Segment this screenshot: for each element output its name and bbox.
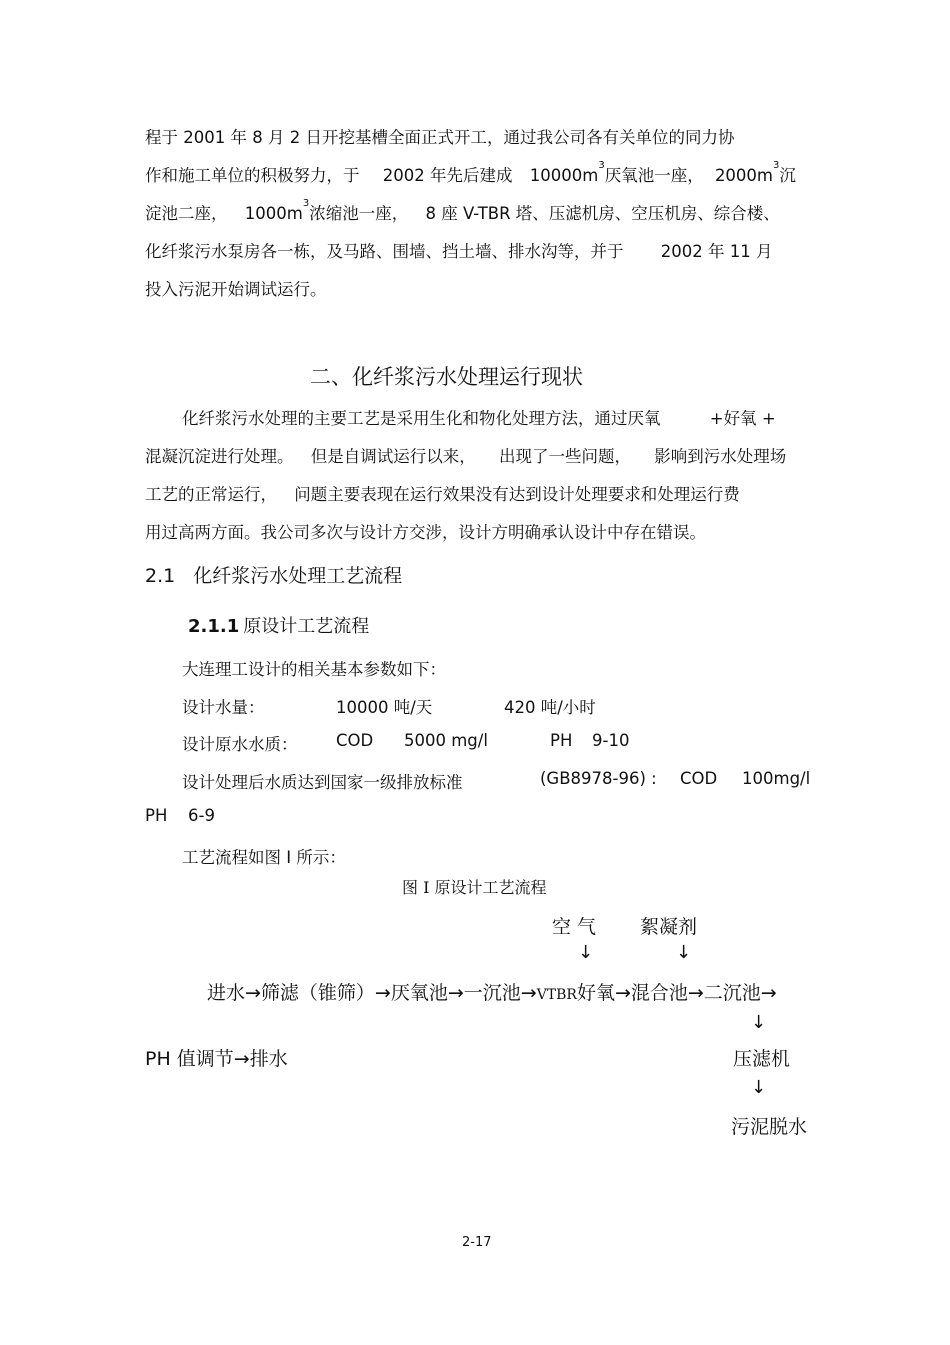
- heading-2-1-1-num: 2.1.1: [188, 616, 240, 637]
- para2-line1: [182, 405, 776, 429]
- para1-line1: 程于 2001 年 8 月 2 日开挖基槽全面正式开工，通过我公司各有关单位的同力协: [145, 128, 735, 147]
- air-label: 空 气: [552, 916, 597, 938]
- main-process-line-b: 好氧→混合池→二沉池→: [576, 982, 777, 1004]
- section2-title: 二、化纤浆污水处理运行现状: [310, 365, 583, 389]
- para2-line3: [145, 481, 740, 505]
- para1-line2-c: $10000m^3$: [529, 160, 605, 185]
- main-process-line: [207, 978, 777, 1005]
- standard-ph-label: PH: [145, 806, 168, 825]
- raw-ph-value: 9-10: [592, 731, 630, 750]
- para1-line3: [145, 200, 780, 224]
- para2-line2: [145, 443, 786, 467]
- heading-2-1-num: 2.1: [145, 565, 176, 587]
- filter-press-label: 压滤机: [733, 1048, 791, 1070]
- para1-line2-f: 沉: [779, 166, 796, 185]
- heading-2-1: [145, 561, 402, 588]
- para2-line2-b: 但是自调试运行以来，: [310, 447, 476, 466]
- para1-line3-a: 淀池二座，: [145, 204, 228, 223]
- design-water-hour: 420 吨/小时: [504, 698, 596, 717]
- page-number: 2-17: [462, 1235, 492, 1250]
- design-water-day: 10000 吨/天: [336, 698, 433, 717]
- para2-line2-a: 混凝沉淀进行处理。: [145, 447, 294, 466]
- flocculant-label: 絮凝剂: [640, 916, 698, 938]
- para1-line2: [145, 162, 796, 186]
- raw-ph-label: PH: [550, 731, 573, 750]
- standard-code: (GB8978-96) :: [540, 769, 657, 788]
- heading-2-1-text: 化纤浆污水处理工艺流程: [193, 565, 403, 587]
- flow-intro: 工艺流程如图 I 所示：: [182, 848, 346, 867]
- para2-line1-a: 化纤浆污水处理的主要工艺是采用生化和物化处理方法，通过厌氧: [182, 409, 661, 428]
- air-down-arrow-icon: ↓: [578, 942, 594, 963]
- para1-line3-c: 浓缩池一座，: [309, 204, 409, 223]
- standard-cod-label: COD: [680, 769, 718, 788]
- para1-line2-a: 作和施工单位的积极努力，于: [145, 166, 360, 185]
- para1-line2-d: 厌氧池一座，: [604, 166, 704, 185]
- para1-line5: 投入污泥开始调试运行。: [145, 280, 327, 299]
- ph-adjust-line: PH 值调节→排水: [145, 1048, 288, 1070]
- raw-water-label: 设计原水水质：: [182, 735, 298, 754]
- standard-label: 设计处理后水质达到国家一级排放标准: [182, 773, 463, 792]
- sludge-down-arrow-icon-1: ↓: [751, 1012, 767, 1033]
- params-intro: 大连理工设计的相关基本参数如下：: [182, 660, 446, 679]
- sludge-dewatering-label: 污泥脱水: [731, 1116, 808, 1138]
- para1-line4-a: 化纤浆污水泵房各一栋，及马路、围墙、挡土墙、排水沟等，并于: [145, 242, 624, 261]
- flocculant-down-arrow-icon: ↓: [676, 942, 692, 963]
- raw-cod-label: COD: [336, 731, 374, 750]
- standard-ph-value: 6-9: [188, 806, 215, 825]
- main-process-line-a: 进水→筛滤（锥筛）→厌氧池→一沉池→: [207, 982, 537, 1004]
- para2-line3-b: 问题主要表现在运行效果没有达到设计处理要求和处理运行费: [294, 485, 740, 504]
- heading-2-1-1: [188, 612, 369, 638]
- para1-line3-b: $1000m^3$: [244, 198, 310, 223]
- para2-line2-d: 影响到污水处理场: [654, 447, 787, 466]
- heading-2-1-1-text: 原设计工艺流程: [243, 616, 370, 637]
- para1-line4: [145, 238, 772, 262]
- para2-line2-c: 出现了一些问题，: [499, 447, 631, 466]
- para1-line2-b: 2002 年先后建成: [382, 166, 513, 185]
- para1-line4-b: 2002 年 11 月: [660, 242, 773, 261]
- vtbr-label: VTBR: [536, 987, 577, 1003]
- para2-line3-a: 工艺的正常运行，: [145, 485, 277, 504]
- design-water-label: 设计水量：: [182, 698, 265, 717]
- para2-line1-b: +好氧 +: [709, 409, 776, 428]
- para1-line3-d: 8 座 V-TBR 塔、压滤机房、空压机房、综合楼、: [425, 204, 780, 223]
- para1-line2-e: $2000m^3$: [714, 160, 780, 185]
- raw-cod-value: 5000 mg/l: [404, 731, 488, 750]
- para2-line4: 用过高两方面。我公司多次与设计方交涉，设计方明确承认设计中存在错误。: [145, 523, 706, 542]
- standard-cod-value: 100mg/l: [742, 769, 811, 788]
- sludge-down-arrow-icon-2: ↓: [751, 1077, 767, 1098]
- figure-caption: 图 I 原设计工艺流程: [402, 878, 547, 897]
